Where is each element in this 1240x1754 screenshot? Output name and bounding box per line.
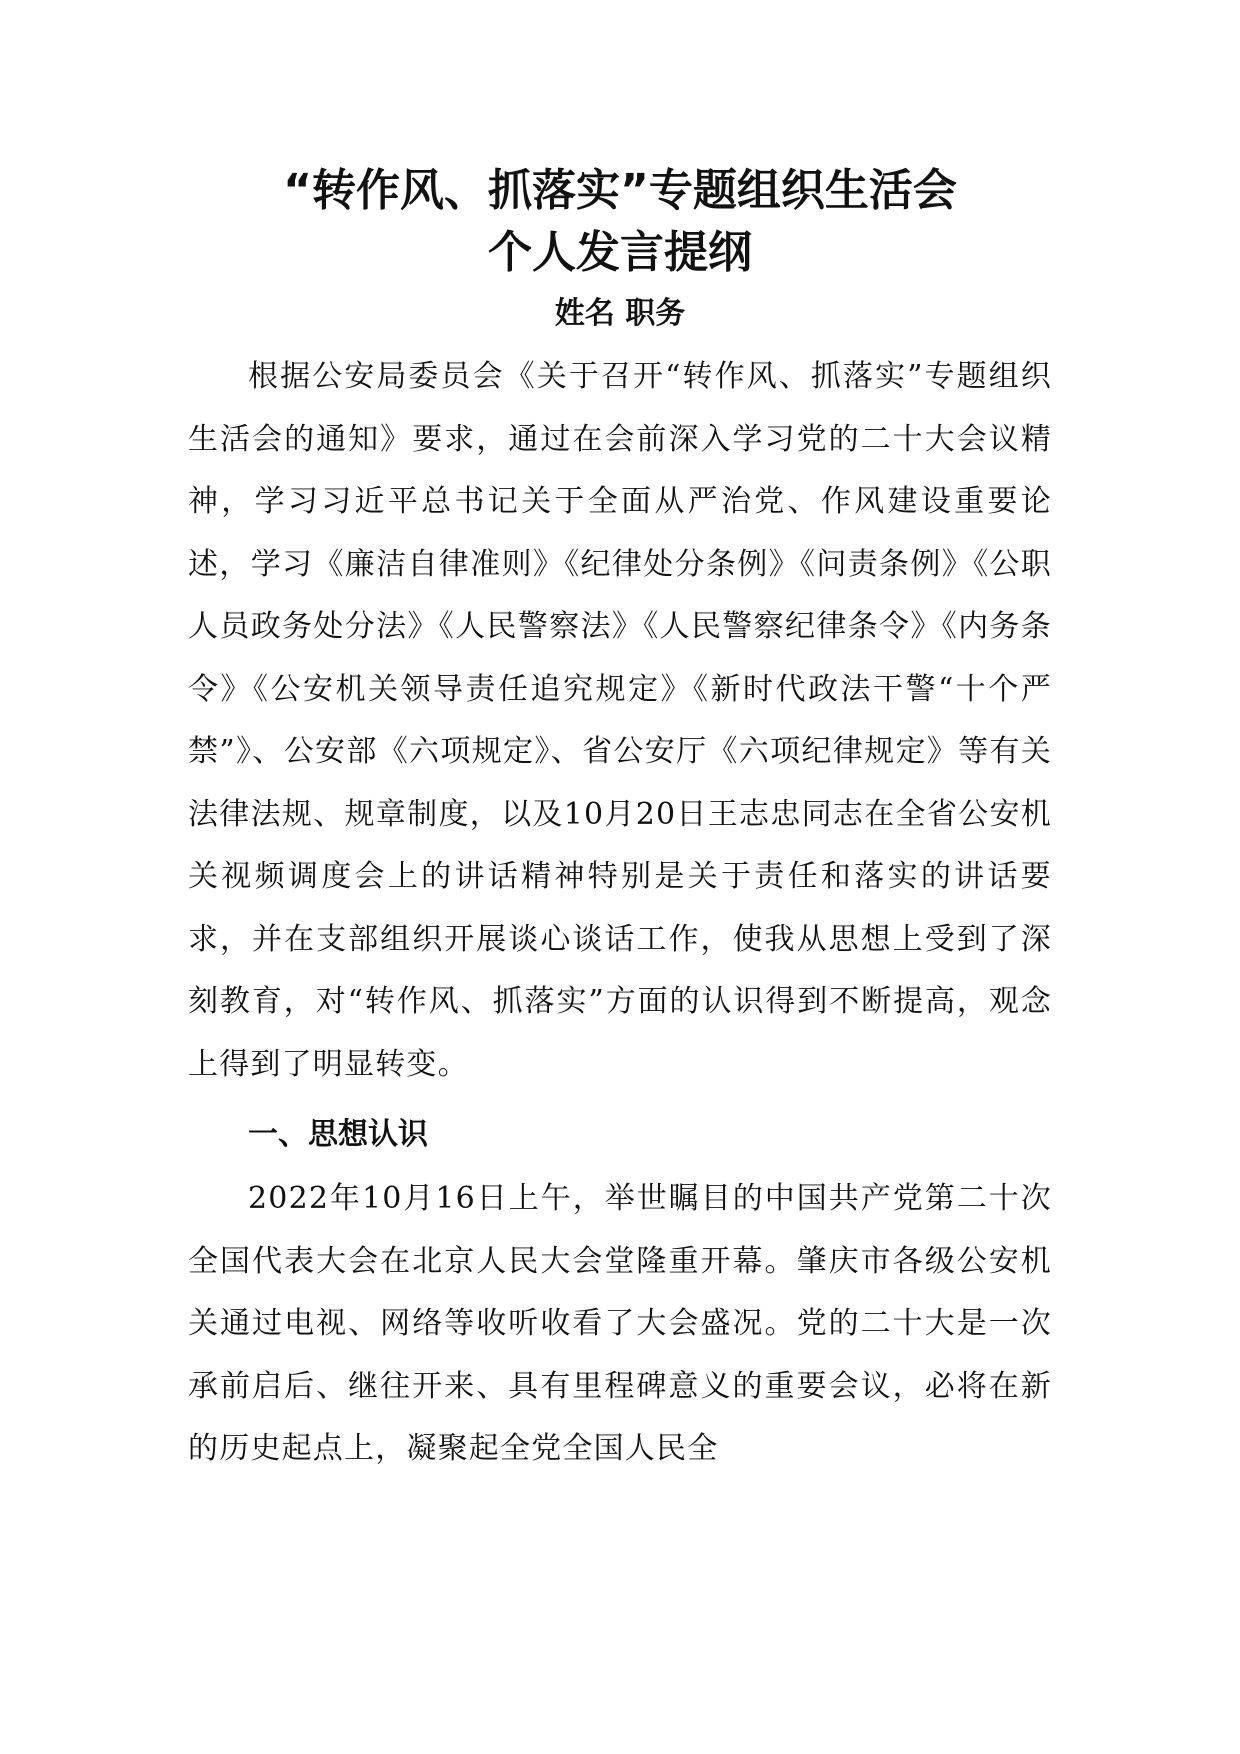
section-heading-thought: 一、思想认识 bbox=[248, 1117, 428, 1152]
intro-paragraph: 根据公安局委员会《关于召开“转作风、抓落实”专题组织生活会的通知》要求，通过在会前深入学习党的二十大会议精神，学习习近平总书记关于全面从严治党、作风建设重要论述，学习《廉洁自律准则》《纪律处分条例》《问责条例》《公职人员政务处分法》《人民警察法》《人民警察纪律条令》《内务条令》《公安机关领导责任追究规定》《新时代政法干警“十个严禁”》、公安部《六项规定》、省公安厅《六项纪律规定》等有关法律法规、规章制度，以及10月20日王志忠同志在全省公安机关视频调度会上的讲话精神特别是关于责任和落实的讲话要求，并在支部组织开展谈心谈话工作，使我从思想上受到了深刻教育，对“转作风、抓落实”方面的认识得到不断提高，观念上得到了明显转变。 bbox=[188, 359, 1052, 1082]
title-line-2: 个人发言提纲 bbox=[488, 227, 752, 278]
section-paragraph: 2022年10月16日上午，举世瞩目的中国共产党第二十次全国代表大会在北京人民大会堂隆重开幕。肇庆市各级公安机关通过电视、网络等收听收看了大会盛况。党的二十大是一次承前启后、继往开来、具有里程碑意义的重要会议，必将在新的历史起点上，凝聚起全党全国人民全 bbox=[188, 1181, 1052, 1466]
document-title bbox=[188, 160, 1052, 284]
title-line-1: “转作风、抓落实”专题组织生活会 bbox=[283, 165, 957, 216]
author-byline: 姓名 职务 bbox=[554, 296, 686, 331]
document-body bbox=[188, 160, 1052, 1481]
